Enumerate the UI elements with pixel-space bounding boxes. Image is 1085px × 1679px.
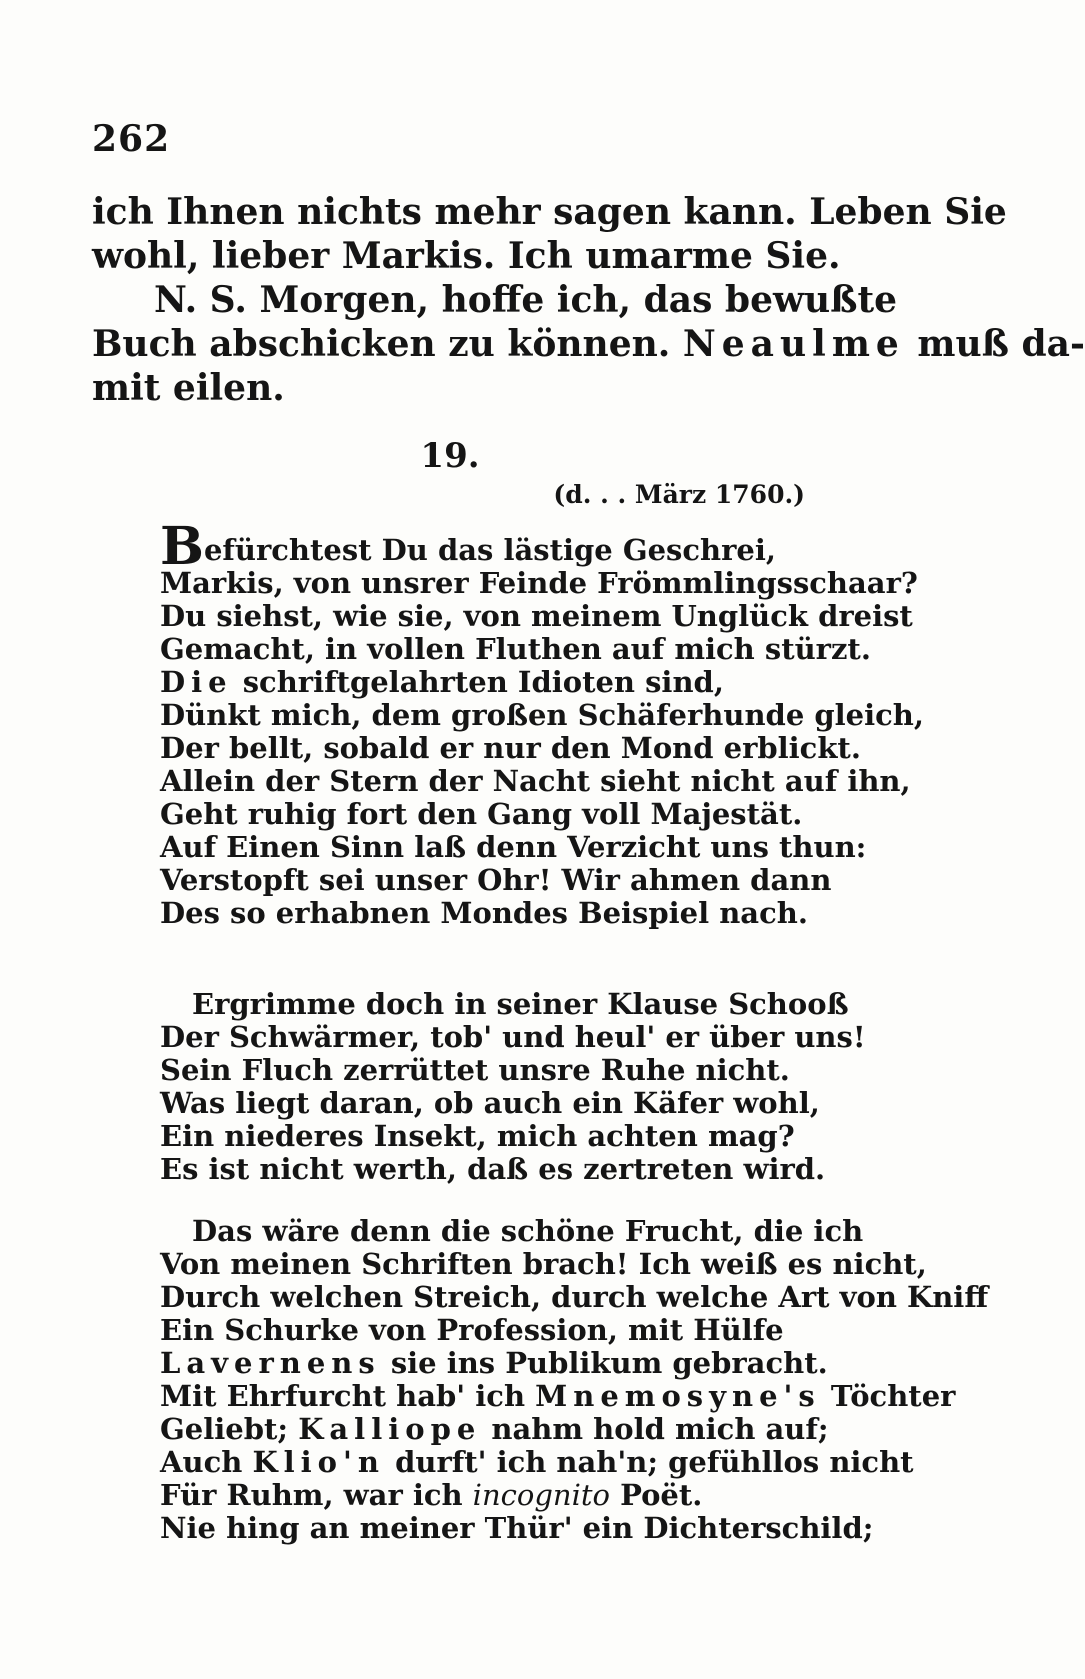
verse-text: nahm hold mich auf;	[481, 1412, 829, 1446]
prose-text: muß da-	[904, 323, 1085, 365]
verse-line: Geht ruhig fort den Gang voll Majestät.	[160, 797, 803, 831]
prose-line: N. S. Morgen, hoffe ich, das bewußte	[154, 279, 898, 321]
letter-ending	[92, 190, 1085, 410]
italic-word: incognito	[472, 1478, 610, 1512]
verse-line: Das wäre denn die schöne Frucht, die ich	[192, 1214, 864, 1248]
verse-line: Sein Fluch zerrüttet unsre Ruhe nicht.	[160, 1053, 790, 1087]
verse-text: Auch	[160, 1445, 253, 1479]
verse-line	[160, 666, 840, 699]
letter-date: (d. . . März 1760.)	[553, 480, 805, 509]
verse-text: durft' ich nah'n; gefühllos nicht	[384, 1445, 914, 1479]
spaced-name: Neaulme	[682, 323, 905, 365]
verse-text: Mit Ehrfurcht hab' ich	[160, 1379, 536, 1413]
verse-line: Der bellt, sobald er nur den Mond erblickt.	[160, 731, 861, 765]
verse-text: sie ins Publikum gebracht.	[380, 1346, 828, 1380]
spaced-name: Lavernens	[160, 1346, 381, 1380]
verse-line	[160, 516, 840, 577]
prose-line	[92, 322, 1085, 366]
verse-line: Markis, von unsrer Feinde Frömmlingsschaar?	[160, 566, 918, 600]
verse-line: Der Schwärmer, tob' und heul' er über uns!	[160, 1020, 866, 1054]
verse-line: Auf Einen Sinn laß denn Verzicht uns thun:	[160, 830, 867, 864]
verse-line: Nie hing an meiner Thür' ein Dichterschild;	[160, 1511, 874, 1545]
verse-line: Allein der Stern der Nacht sieht nicht auf ihn,	[160, 764, 911, 798]
verse-line: Ein niederes Insekt, mich achten mag?	[160, 1119, 795, 1153]
verse-line	[160, 1413, 840, 1446]
verse-text: Für Ruhm, war ich	[160, 1478, 473, 1512]
verse-line: Ein Schurke von Profession, mit Hülfe	[160, 1313, 784, 1347]
verse-text: Poët.	[609, 1478, 703, 1512]
spaced-word: Die	[160, 665, 233, 699]
verse-line: Es ist nicht werth, daß es zertreten wird.	[160, 1152, 826, 1186]
prose-line: ich Ihnen nichts mehr sagen kann. Leben Sie	[92, 191, 1007, 233]
verse-line: Was liegt daran, ob auch ein Käfer wohl,	[160, 1086, 820, 1120]
spaced-name: Klio'n	[252, 1445, 385, 1479]
verse-text: efürchtest Du das lästige Geschrei,	[203, 533, 776, 567]
verse-line	[160, 1479, 840, 1512]
verse-text: Geliebt;	[160, 1412, 299, 1446]
prose-line: mit eilen.	[92, 367, 285, 409]
spaced-name: Mnemosyne's	[535, 1379, 821, 1413]
drop-cap: B	[160, 516, 204, 577]
verse-line: Des so erhabnen Mondes Beispiel nach.	[160, 896, 808, 930]
poem-stanza-2	[160, 987, 866, 1186]
page-number: 262	[92, 118, 171, 160]
spaced-name: Kalliope	[298, 1412, 482, 1446]
verse-text: Töchter	[820, 1379, 956, 1413]
poem-stanza-1	[160, 516, 924, 930]
verse-line: Gemacht, in vollen Fluthen auf mich stürzt.	[160, 632, 871, 666]
verse-line: Du siehst, wie sie, von meinem Unglück dreist	[160, 599, 913, 633]
verse-text: schriftgelahrten Idioten sind,	[232, 665, 724, 699]
prose-text: Buch abschicken zu können.	[92, 323, 683, 365]
verse-line: Dünkt mich, dem großen Schäferhunde gleich,	[160, 698, 924, 732]
prose-line: wohl, lieber Markis. Ich umarme Sie.	[92, 235, 841, 277]
verse-line: Verstopft sei unser Ohr! Wir ahmen dann	[160, 863, 832, 897]
poem-stanza-3	[160, 1214, 989, 1545]
section-heading: 19.	[420, 436, 480, 476]
verse-line: Ergrimme doch in seiner Klause Schooß	[192, 987, 849, 1021]
verse-line: Durch welchen Streich, durch welche Art von Kniff	[160, 1280, 989, 1314]
verse-line	[160, 1379, 956, 1413]
verse-line	[160, 1347, 840, 1380]
verse-line: Von meinen Schriften brach! Ich weiß es nicht,	[160, 1247, 927, 1281]
verse-line	[160, 1445, 914, 1479]
